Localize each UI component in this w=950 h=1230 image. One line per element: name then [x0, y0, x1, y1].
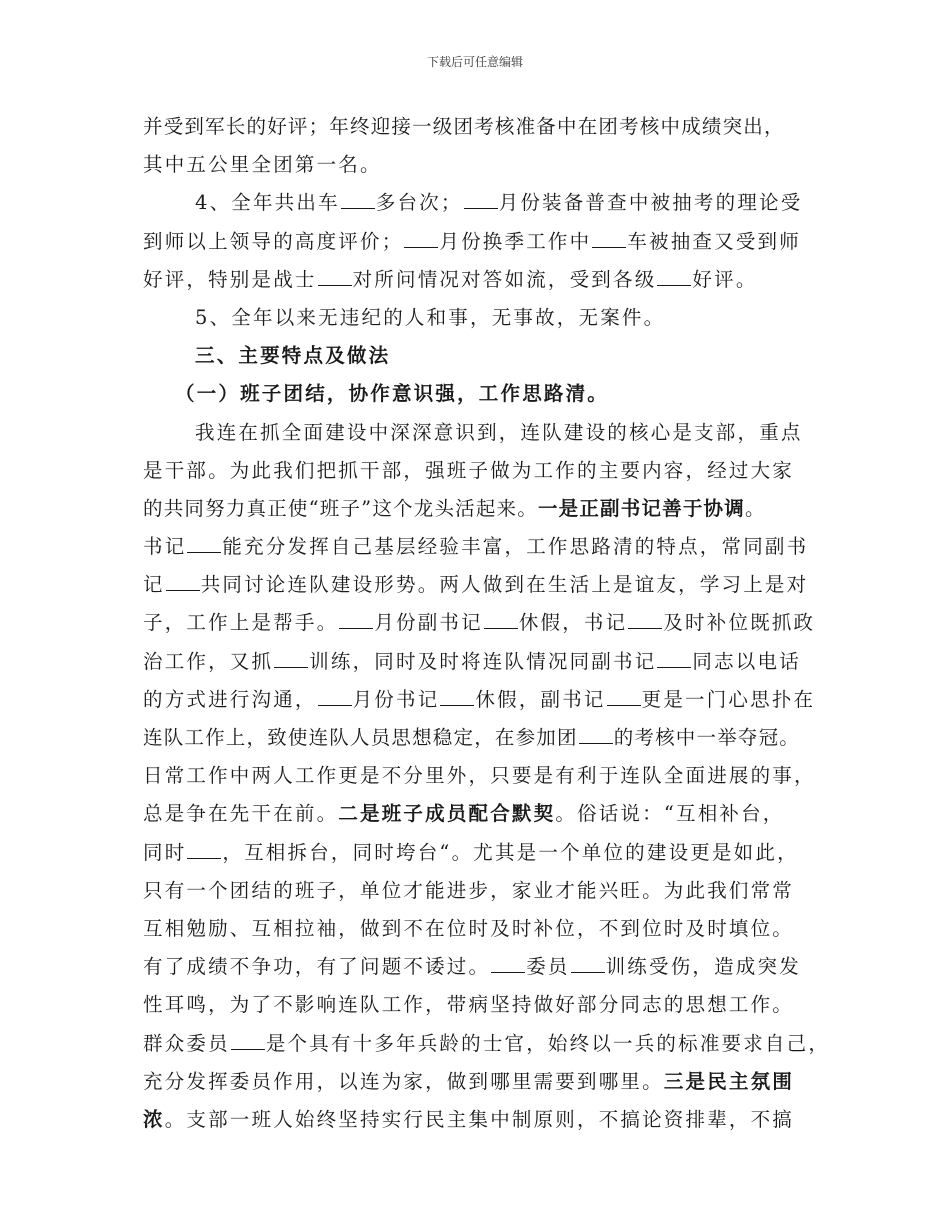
- text-run: 总是争在先干在前。: [143, 802, 339, 826]
- blank-underline: [464, 194, 498, 209]
- blank-underline: [187, 844, 221, 859]
- text-run: 休假，书记: [518, 611, 628, 635]
- text-run: 月份换季工作中: [439, 229, 592, 253]
- text-line: [143, 337, 823, 375]
- text-line: [143, 261, 823, 299]
- text-run: 子，工作上是帮手。: [143, 611, 339, 635]
- text-line: [143, 834, 823, 872]
- text-run: 。支部一班人始终坚持实行民主集中制原则，不搞论资排辈，不搞: [164, 1107, 795, 1131]
- text-run: 并受到军长的好评；年终迎接一级团考核准备中在团考核中成绩突出，: [143, 115, 785, 138]
- text-line: [143, 528, 823, 566]
- blank-underline: [187, 538, 221, 553]
- text-line: [143, 184, 823, 222]
- blank-underline: [166, 576, 200, 591]
- text-run: 4、全年共出车: [195, 191, 340, 215]
- blank-underline: [274, 653, 308, 668]
- text-line: [143, 452, 823, 490]
- text-line: [143, 795, 823, 833]
- document-body: [143, 108, 831, 1139]
- blank-underline: [657, 271, 691, 286]
- text-line: [143, 299, 823, 337]
- blank-underline: [657, 653, 691, 668]
- text-line: [143, 757, 823, 795]
- text-run: 能充分发挥自己基层经验丰富，工作思路清的特点，常同副书: [222, 535, 809, 559]
- text-run: 到师以上领导的高度评价；: [143, 229, 404, 253]
- text-line: [143, 414, 823, 452]
- text-run: 有了成绩不争功，有了问题不诿过。: [143, 955, 491, 979]
- text-run: 是干部。为此我们把抓干部，强班子做为工作的主要内容，经过大家: [143, 458, 795, 482]
- text-line: [143, 375, 823, 413]
- text-run: 性耳鸣，为了不影响连队工作，带病坚持做好部分同志的思想工作。: [143, 993, 795, 1017]
- text-run: 。: [744, 496, 766, 520]
- text-run: 训练受伤，造成突发: [605, 955, 801, 979]
- text-run: 同志以电话: [692, 649, 801, 673]
- text-line: [143, 108, 823, 146]
- text-run: 5、全年以来无违纪的人和事，无事故，无案件。: [195, 305, 666, 329]
- blank-underline: [592, 233, 626, 248]
- text-line: [143, 910, 823, 948]
- text-run: 月份书记: [352, 687, 440, 711]
- text-run: ，互相拆台，同时垮台“。尤其是一个单位的建设更是如此，: [222, 840, 799, 864]
- text-run: 的考核中一举夺冠。: [613, 726, 801, 749]
- text-line: [143, 986, 823, 1024]
- text-run: 更是一门心思扑在: [641, 687, 816, 711]
- text-run: 是个具有十多年兵龄的士官，始终以一兵的标准要求自己，: [265, 1031, 831, 1055]
- text-run: 三、主要特点及做法: [195, 344, 391, 368]
- blank-underline: [318, 271, 352, 286]
- blank-underline: [318, 691, 352, 706]
- text-run: 充分发挥委员作用，以连为家，做到哪里需要到哪里。: [143, 1069, 664, 1093]
- text-run: 训练，同时及时将连队情况同副书记: [309, 649, 657, 673]
- text-run: 日常工作中两人工作更是不分里外，只要是有利于连队全面进展的事，: [143, 764, 816, 788]
- text-line: [143, 948, 823, 986]
- text-line: [143, 681, 823, 719]
- blank-underline: [607, 691, 641, 706]
- bold-text: 一是正副书记善于协调: [537, 496, 745, 520]
- blank-underline: [440, 691, 474, 706]
- text-line: [143, 490, 823, 528]
- text-line: [143, 1063, 823, 1101]
- page-header: 下载后可任意编辑: [426, 55, 523, 69]
- text-run: 记: [143, 573, 165, 597]
- text-line: [143, 146, 823, 184]
- text-run: 其中五公里全团第一名。: [143, 153, 382, 177]
- text-run: 共同讨论连队建设形势。两人做到在生活上是谊友，学习上是对: [200, 573, 809, 597]
- blank-underline: [484, 614, 518, 629]
- text-line: [143, 604, 823, 642]
- blank-underline: [341, 194, 375, 209]
- text-run: 车被抽查又受到师: [627, 229, 801, 253]
- text-line: [143, 1025, 831, 1063]
- text-run: 月份副书记: [374, 611, 483, 635]
- text-run: 对所问情况对答如流，受到各级: [352, 267, 657, 291]
- text-line: [143, 1101, 823, 1139]
- text-run: 互相勉励、互相拉袖，做到不在位时及时补位，不到位时及时填位。: [143, 916, 795, 940]
- bold-text: 三是民主氛围: [663, 1069, 795, 1093]
- blank-underline: [571, 958, 605, 973]
- blank-underline: [628, 614, 662, 629]
- text-run: 好评。: [692, 267, 758, 291]
- blank-underline: [404, 233, 438, 248]
- text-run: 及时补位既抓政: [663, 611, 816, 635]
- bold-text: 浓: [143, 1107, 165, 1131]
- text-run: 同时: [143, 840, 187, 864]
- text-run: 书记: [143, 535, 187, 559]
- blank-underline: [491, 958, 525, 973]
- text-line: [143, 872, 823, 910]
- blank-underline: [579, 729, 613, 744]
- text-run: 。俗话说：“互相补台，: [555, 802, 785, 826]
- text-run: 我连在抓全面建设中深深意识到，连队建设的核心是支部，重点: [195, 420, 803, 444]
- text-run: （一）班子团结，协作意识强，工作思路清。: [175, 382, 610, 406]
- text-run: 月份装备普查中被抽考的理论受: [498, 191, 803, 215]
- text-run: 委员: [526, 955, 570, 979]
- text-line: [143, 566, 823, 604]
- bold-text: 二是班子成员配合默契: [338, 802, 556, 826]
- blank-underline: [339, 614, 373, 629]
- text-run: 多台次；: [375, 191, 463, 215]
- text-run: 的共同努力真正使“班子”这个龙头活起来。: [143, 496, 538, 520]
- text-line: [143, 643, 823, 681]
- blank-underline: [231, 1035, 265, 1050]
- text-run: 治工作，又抓: [143, 649, 274, 673]
- text-run: 连队工作上，致使连队人员思想稳定，在参加团: [143, 726, 578, 749]
- text-run: 休假，副书记: [475, 687, 606, 711]
- text-run: 好评，特别是战士: [143, 267, 317, 291]
- text-run: 群众委员: [143, 1031, 230, 1055]
- text-line: [143, 223, 823, 261]
- text-run: 的方式进行沟通，: [143, 687, 317, 711]
- text-line: [143, 719, 823, 757]
- text-run: 只有一个团结的班子，单位才能进步，家业才能兴旺。为此我们常常: [143, 878, 795, 902]
